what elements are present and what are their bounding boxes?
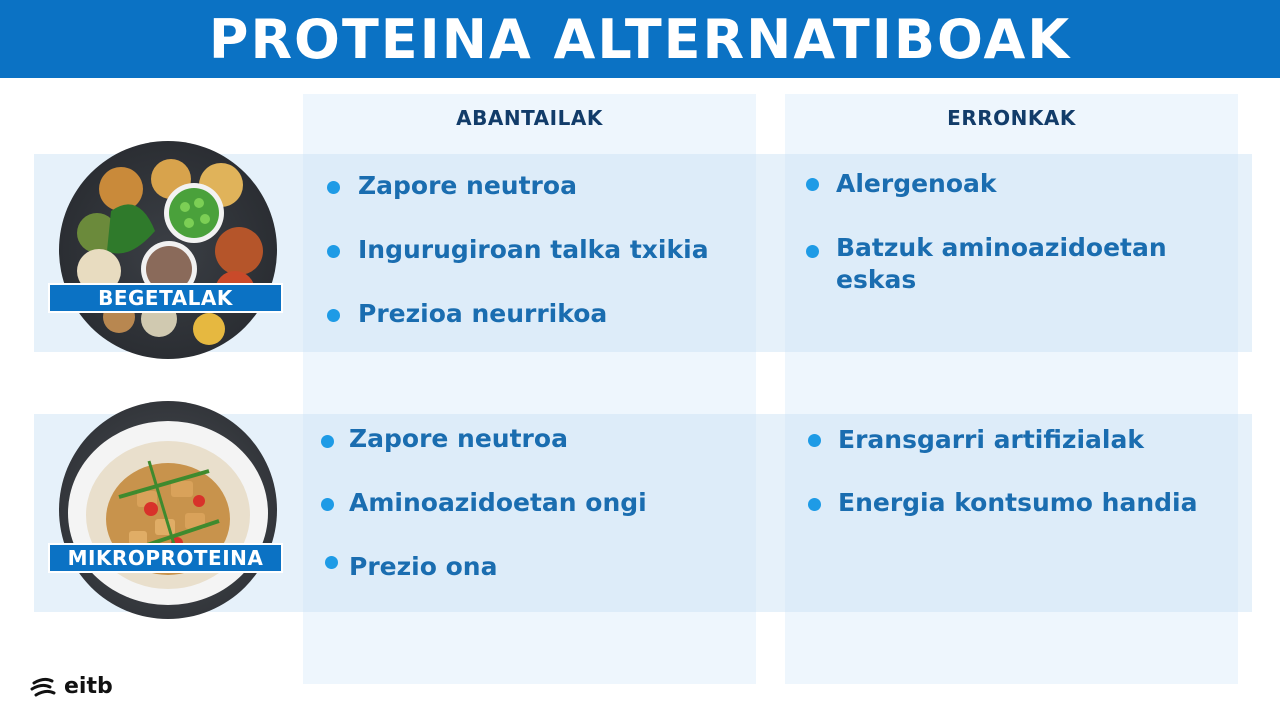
challenge-item: Alergenoak: [836, 169, 997, 198]
bullet-icon: [806, 178, 819, 191]
page-title: PROTEINA ALTERNATIBOAK: [208, 7, 1072, 71]
mycoprotein-image: [59, 401, 277, 619]
bullet-icon: [321, 498, 334, 511]
challenges-header: ERRONKAK: [947, 106, 1076, 130]
row-label-vegetables: BEGETALAK: [48, 283, 283, 313]
challenge-item-continued: eskas: [836, 265, 917, 294]
title-banner: [0, 0, 1280, 78]
eitb-logo: [30, 674, 113, 699]
eitb-logo-icon: [30, 675, 60, 699]
challenge-item: Energia kontsumo handia: [838, 488, 1198, 517]
logo-text: eitb: [64, 674, 113, 699]
challenge-item: Batzuk aminoazidoetan: [836, 233, 1167, 262]
vegetable-bowls-illustration: [59, 141, 277, 359]
bullet-icon: [806, 245, 819, 258]
advantage-item: Ingurugiroan talka txikia: [358, 235, 709, 264]
advantage-item: Aminoazidoetan ongi: [349, 488, 647, 517]
bullet-icon: [327, 309, 340, 322]
advantage-item: Prezioa neurrikoa: [358, 299, 608, 328]
bullet-icon: [321, 435, 334, 448]
mycoprotein-dish-illustration: [59, 401, 277, 619]
vegetables-image: [59, 141, 277, 359]
row-label-mycoprotein: MIKROPROTEINA: [48, 543, 283, 573]
advantage-item: Prezio ona: [349, 552, 498, 581]
advantage-item: Zapore neutroa: [349, 424, 568, 453]
bullet-icon: [327, 181, 340, 194]
bullet-icon: [808, 434, 821, 447]
advantages-header: ABANTAILAK: [456, 106, 603, 130]
bullet-icon: [808, 498, 821, 511]
advantage-item: Zapore neutroa: [358, 171, 577, 200]
bullet-icon: [325, 556, 338, 569]
bullet-icon: [327, 245, 340, 258]
challenge-item: Eransgarri artifizialak: [838, 425, 1144, 454]
